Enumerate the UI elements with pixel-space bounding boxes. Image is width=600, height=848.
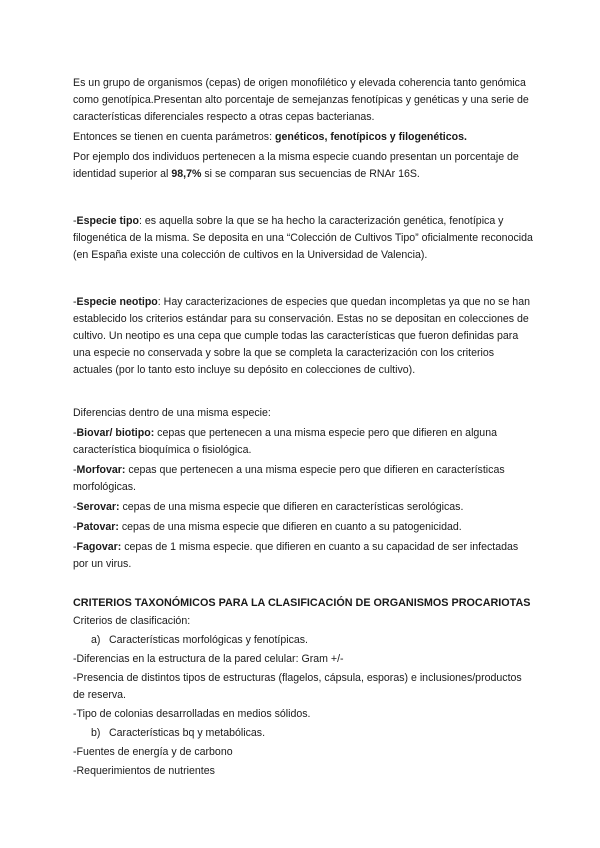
list-item-term: Patovar: [76, 521, 119, 533]
list-item-term: Serovar: [76, 501, 120, 513]
sub-heading-a [73, 632, 533, 649]
list-item-patovar [73, 519, 533, 536]
especie-neotipo-text: : Hay caracterizaciones de especies que quedan incompletas ya que no se han establecido los criterios estándar para su conservación. Estas no se depositan en colecciones de cultivo. Un neotipo es una cepa que cumple todas las características que fueron definidas para una especie no conservada y sobre la que se completa la caracterización con los criterios actuales (por lo tanto esto incluye su depósito en colecciones de cultivo). [73, 296, 530, 376]
list-item-fagovar [73, 539, 533, 573]
list-item-term: Fagovar: [76, 541, 122, 553]
sub-text-a: Características morfológicas y fenotípicas. [109, 634, 309, 646]
list-item-dash: - [73, 501, 77, 513]
list-item-text: cepas de una misma especie que difieren en cuanto a su patogenicidad. [118, 521, 462, 533]
list-item-term: Morfovar: [76, 464, 126, 476]
especie-tipo-paragraph [73, 213, 533, 264]
list-item-dash: - [73, 464, 77, 476]
sub-marker-b: b) [91, 727, 101, 739]
especie-neotipo-paragraph [73, 294, 533, 379]
especie-neotipo-dash: - [73, 296, 77, 308]
example-text-end: si se comparan sus secuencias de RNAr 16S. [201, 168, 420, 180]
list-item-dash: - [73, 541, 77, 553]
list-item-serovar [73, 499, 533, 516]
sub-text-b: Características bq y metabólicas. [109, 727, 266, 739]
example-percentage: 98,7% [171, 168, 202, 180]
sub-heading-b [73, 725, 533, 742]
list-item-text: cepas de 1 misma especie. que difieren en cuanto a su capacidad de ser infectadas por un virus. [73, 541, 519, 570]
especie-neotipo-term: Especie neotipo [76, 296, 158, 308]
section-heading-criterios: CRITERIOS TAXONÓMICOS PARA LA CLASIFICACIÓN DE ORGANISMOS PROCARIOTAS [73, 597, 531, 609]
list-item-biovar [73, 425, 533, 459]
diferencias-title: Diferencias dentro de una misma especie: [73, 407, 271, 419]
intro-section [73, 75, 533, 183]
criterios-intro: Criterios de clasificación: [73, 615, 191, 627]
criteria-line-colonias: -Tipo de colonias desarrolladas en medios sólidos. [73, 708, 311, 720]
criteria-line-estructuras: -Presencia de distintos tipos de estructuras (flagelos, cápsula, esporas) e inclusiones/productos de reserva. [73, 672, 522, 701]
especie-tipo-term: Especie tipo [76, 215, 139, 227]
list-item-dash: - [73, 521, 77, 533]
diferencias-list [73, 425, 533, 573]
list-item-term: Biovar/ biotipo: [76, 427, 155, 439]
list-item-dash: - [73, 427, 77, 439]
list-item-text: cepas que pertenecen a una misma especie pero que difieren en alguna característica bioquímica o fisiológica. [73, 427, 497, 456]
intro-paragraph-definition: Es un grupo de organismos (cepas) de origen monofilético y elevada coherencia tanto genómica como genotípica.Presentan alto porcentaje de semejanzas fenotípicas y genéticas y una serie de características diferenciales respecto a otras cepas bacterianas. [73, 77, 529, 123]
criteria-line-pared: -Diferencias en la estructura de la pared celular: Gram +/- [73, 653, 344, 665]
especie-tipo-text: : es aquella sobre la que se ha hecho la caracterización genética, fenotípica y filogenética de la misma. Se deposita en una “Colección de Cultivos Tipo” oficialmente reconocida (en España existe una colección de cultivos en la Universidad de Valencia). [73, 215, 533, 261]
criteria-line-nutrientes: -Requerimientos de nutrientes [73, 765, 215, 777]
criteria-line-fuentes: -Fuentes de energía y de carbono [73, 746, 233, 758]
sub-marker-a: a) [91, 634, 101, 646]
list-item-text: cepas que pertenecen a una misma especie pero que difieren en características morfológicas. [73, 464, 505, 493]
example-text-start: Por ejemplo dos individuos pertenecen a la misma especie cuando presentan un porcentaje de identidad superior al [73, 151, 519, 180]
parameters-bold: genéticos, fenotípicos y filogenéticos. [275, 131, 467, 143]
especie-tipo-dash: - [73, 215, 77, 227]
parameters-text: Entonces se tienen en cuenta parámetros: [73, 131, 275, 143]
intro-paragraph-parameters [73, 129, 533, 146]
list-item-morfovar [73, 462, 533, 496]
list-item-text: cepas de una misma especie que difieren en características serológicas. [119, 501, 464, 513]
intro-paragraph-example [73, 149, 533, 183]
document-body [73, 75, 533, 782]
